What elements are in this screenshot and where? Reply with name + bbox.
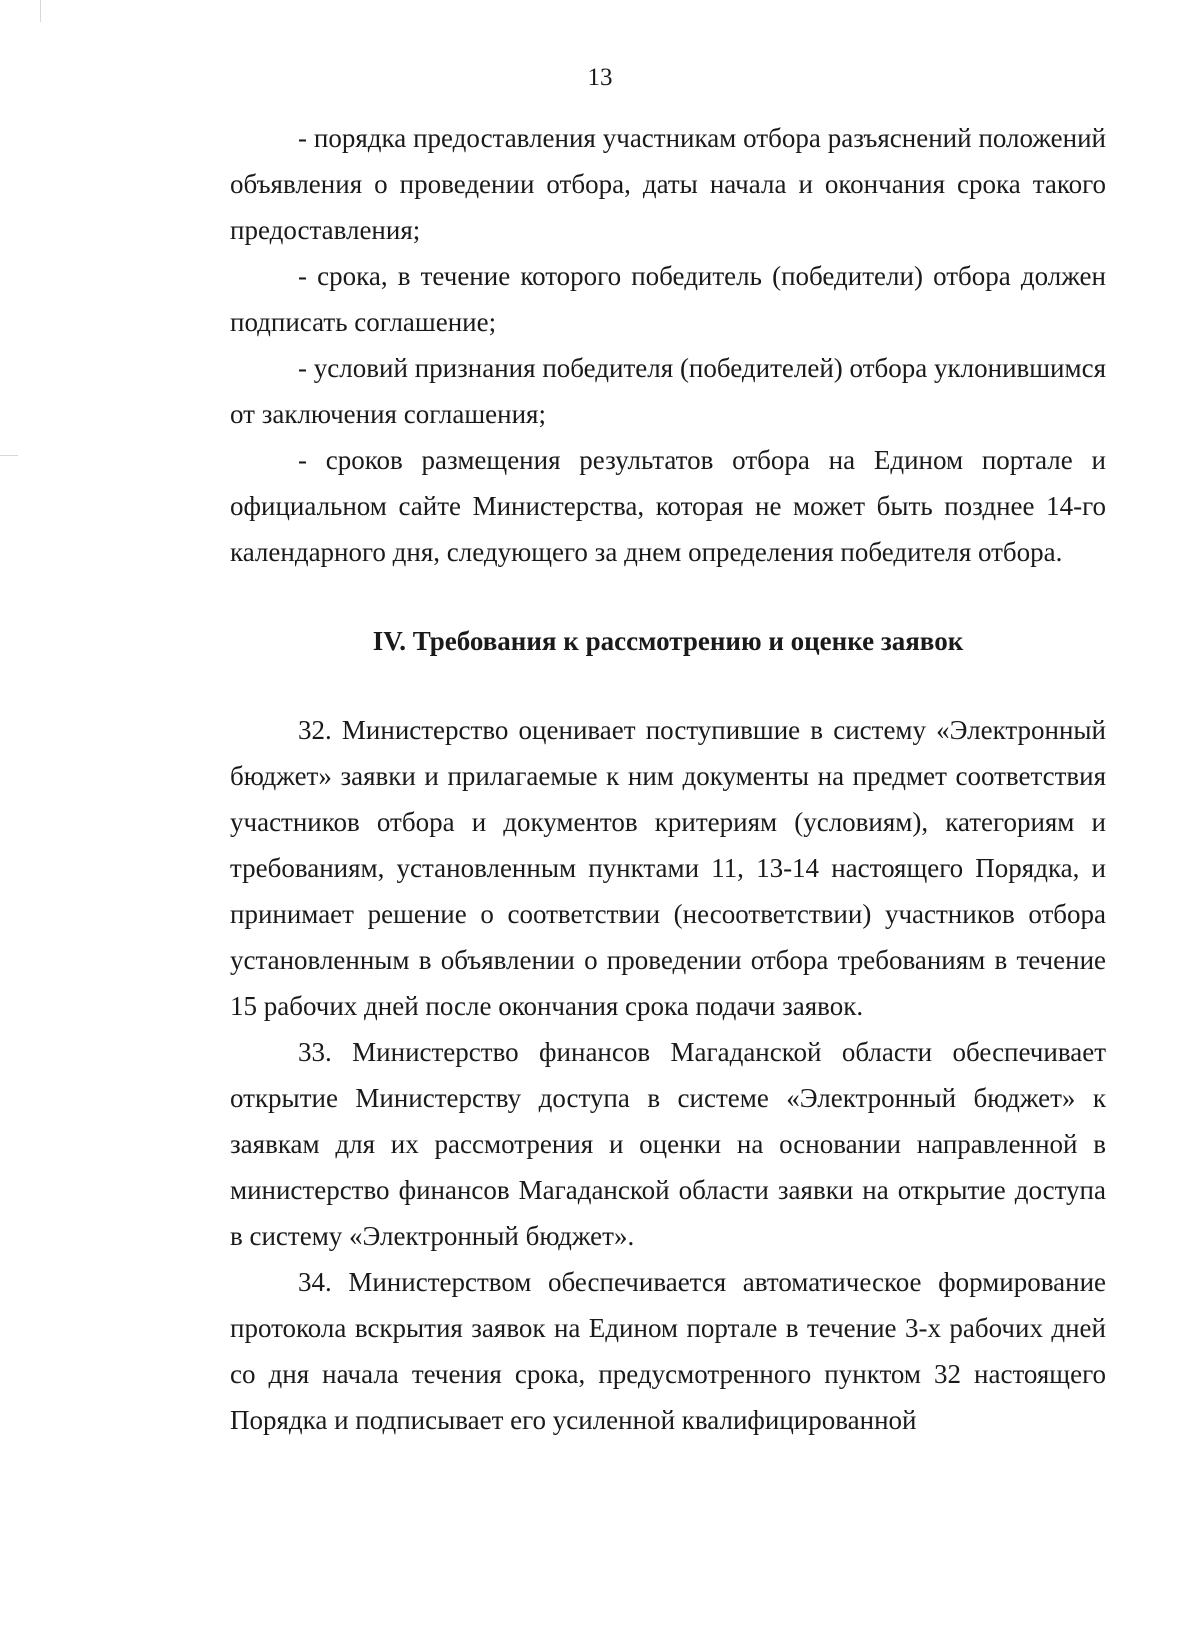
section-heading: IV. Требования к рассмотрению и оценке заявок xyxy=(372,626,964,656)
paragraph-32: 32. Министерство оценивает поступившие в систему «Электронный бюджет» заявки и прилагаемые к ним документы на предмет соответствия участников отбора и документов критериям (условиям), категориям и требованиям, установленным пунктами 11, 13-14 настоящего Порядка, и принимает решение о соответствии (несоответствии) участников отбора установленным в объявлении о проведении отбора требованиям в течение 15 рабочих дней после окончания срока подачи заявок. xyxy=(230,715,1106,1021)
paragraph-33: 33. Министерство финансов Магаданской области обеспечивает открытие Министерству доступа в системе «Электронный бюджет» к заявкам для их рассмотрения и оценки на основании направленной в министерство финансов Магаданской области заявки на открытие доступа в систему «Электронный бюджет». xyxy=(230,1037,1106,1251)
paragraph-34: 34. Министерством обеспечивается автоматическое формирование протокола вскрытия заявок на Едином портале в течение 3-х рабочих дней со дня начала течения срока, предусмотренного пунктом 32 настоящего Порядка и подписывает его усиленной квалифицированной xyxy=(230,1267,1106,1435)
list-item-agreement-deadline: - срока, в течение которого победитель (победители) отбора должен подписать соглашение; xyxy=(230,261,1106,337)
list-item-clarifications: - порядка предоставления участникам отбора разъяснений положений объявления о проведении отбора, даты начала и окончания срока такого предоставления; xyxy=(230,123,1106,245)
scan-edge-mark-top xyxy=(40,0,41,22)
list-item-results-publication: - сроков размещения результатов отбора на Едином портале и официальном сайте Министерства, которая не может быть позднее 14-го календарного дня, следующего за днем определения победителя отбора. xyxy=(230,445,1106,567)
list-item-evasion-conditions: - условий признания победителя (победителей) отбора уклонившимся от заключения соглашения; xyxy=(230,353,1106,429)
page-number: 13 xyxy=(587,64,613,91)
document-body xyxy=(230,115,1106,1443)
scan-edge-mark-left xyxy=(0,455,18,456)
